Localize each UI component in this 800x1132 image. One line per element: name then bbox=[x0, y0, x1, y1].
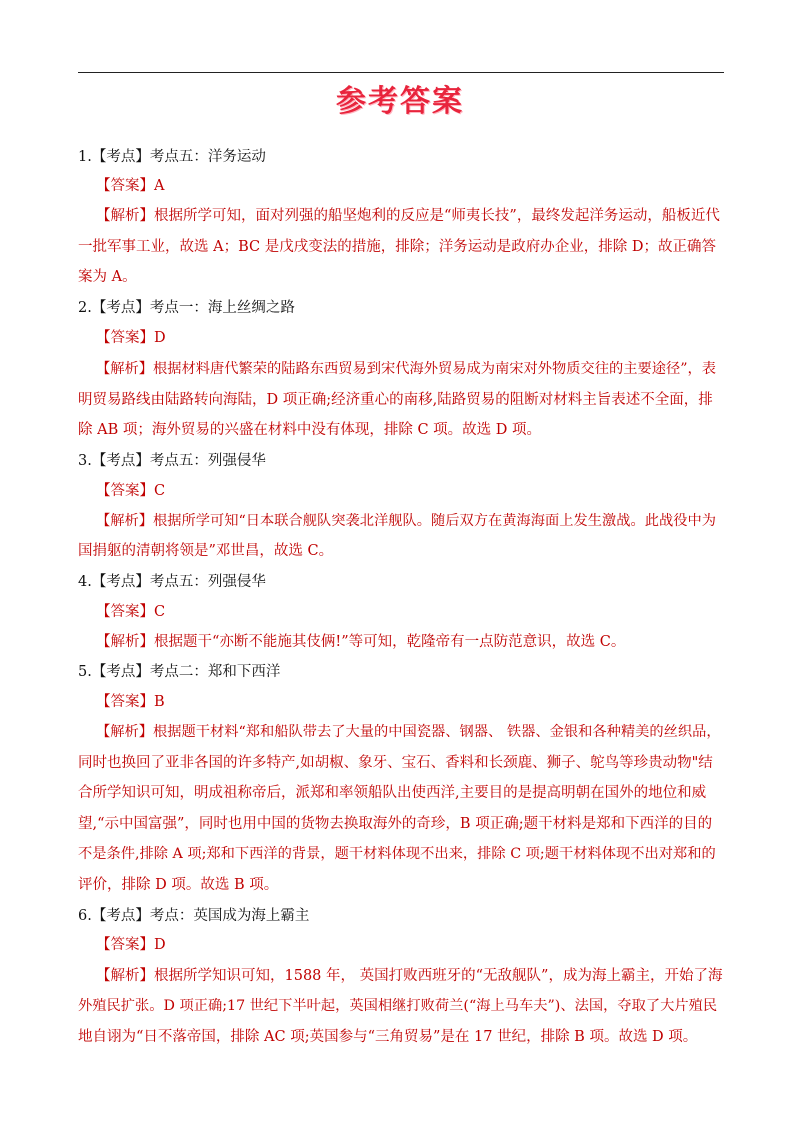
question-5-explanation-line: 望,“示中国富强”，同时也用中国的货物去换取海外的奇珍，B 项正确;题干材料是郑和下西洋的目的 bbox=[78, 816, 713, 832]
question-5-explanation-line: 【解析】根据题干材料“郑和船队带去了大量的中国瓷器、钢器、 铁器、金银和各种精美的丝织品， bbox=[96, 724, 721, 740]
question-2-answer: 【答案】D bbox=[96, 330, 166, 346]
question-1-explanation-line: 案为 A。 bbox=[78, 269, 137, 285]
question-3-explanation-line: 【解析】根据所学可知“日本联合舰队突袭北洋舰队。随后双方在黄海海面上发生激战。此战役中为 bbox=[96, 513, 717, 529]
question-3-explanation-line: 国捐躯的清朝将领是”邓世昌，故选 C。 bbox=[78, 543, 334, 559]
question-4-explanation-line: 【解析】根据题干“亦断不能施其伎俩!”等可知，乾隆帝有一点防范意识，故选 C。 bbox=[96, 634, 626, 650]
question-4-topic: 4.【考点】考点五：列强侵华 bbox=[78, 574, 266, 590]
question-4-answer: 【答案】C bbox=[96, 604, 166, 620]
page-title: 参考答案 bbox=[336, 84, 464, 119]
question-1-answer: 【答案】A bbox=[96, 178, 165, 194]
question-5-explanation-line: 评价，排除 D 项。故选 B 项。 bbox=[78, 877, 279, 893]
question-5-answer: 【答案】B bbox=[96, 694, 165, 710]
question-2-explanation-line: 除 AB 项；海外贸易的兴盛在材料中没有体现，排除 C 项。故选 D 项。 bbox=[78, 422, 541, 438]
header-rule bbox=[78, 72, 724, 73]
question-5-topic: 5.【考点】考点二：郑和下西洋 bbox=[78, 664, 281, 680]
question-6-explanation-line: 地自诩为“日不落帝国，排除 AC 项;英国参与“三角贸易”是在 17 世纪，排除 B 项。故选 D 项。 bbox=[78, 1029, 698, 1045]
question-3-topic: 3.【考点】考点五：列强侵华 bbox=[78, 453, 266, 469]
question-6-explanation-line: 外殖民扩张。D 项正确;17 世纪下半叶起，英国相继打败荷兰(“海上马车夫”)、法国，夺取了大片殖民 bbox=[78, 998, 718, 1014]
question-3-answer: 【答案】C bbox=[96, 483, 166, 499]
question-2-explanation-line: 【解析】根据材料唐代繁荣的陆路东西贸易到宋代海外贸易成为南宋对外物质交往的主要途径”，表 bbox=[96, 361, 717, 377]
question-6-answer: 【答案】D bbox=[96, 937, 166, 953]
question-5-explanation-line: 同时也换回了亚非各国的许多特产,如胡椒、象牙、宝石、香料和长颈鹿、狮子、鸵鸟等珍贵动物"结 bbox=[78, 755, 713, 771]
question-6-topic: 6.【考点】考点：英国成为海上霸主 bbox=[78, 908, 310, 924]
question-5-explanation-line: 不是条件,排除 A 项;郑和下西洋的背景，题干材料体现不出来，排除 C 项;题干材料体现不出对郑和的 bbox=[78, 846, 716, 862]
question-1-explanation-line: 一批军事工业，故选 A；BC 是戊戌变法的措施，排除；洋务运动是政府办企业，排除 D；故正确答 bbox=[78, 239, 716, 255]
question-2-explanation-line: 明贸易路线由陆路转向海陆，D 项正确;经济重心的南移,陆路贸易的阻断对材料主旨表述不全面，排 bbox=[78, 392, 713, 408]
question-5-explanation-line: 合所学知识可知，明成祖称帝后，派郑和率领船队出使西洋,主要目的是提高明朝在国外的地位和威 bbox=[78, 785, 707, 801]
question-1-explanation-line: 【解析】根据所学可知，面对列强的船坚炮利的反应是“师夷长技”，最终发起洋务运动，船板近代 bbox=[96, 208, 720, 224]
question-1-topic: 1.【考点】考点五：洋务运动 bbox=[78, 149, 266, 165]
question-2-topic: 2.【考点】考点一：海上丝绸之路 bbox=[78, 300, 295, 316]
question-6-explanation-line: 【解析】根据所学知识可知，1588 年， 英国打败西班牙的“无敌舰队”，成为海上霸主，开始了海 bbox=[96, 968, 723, 984]
